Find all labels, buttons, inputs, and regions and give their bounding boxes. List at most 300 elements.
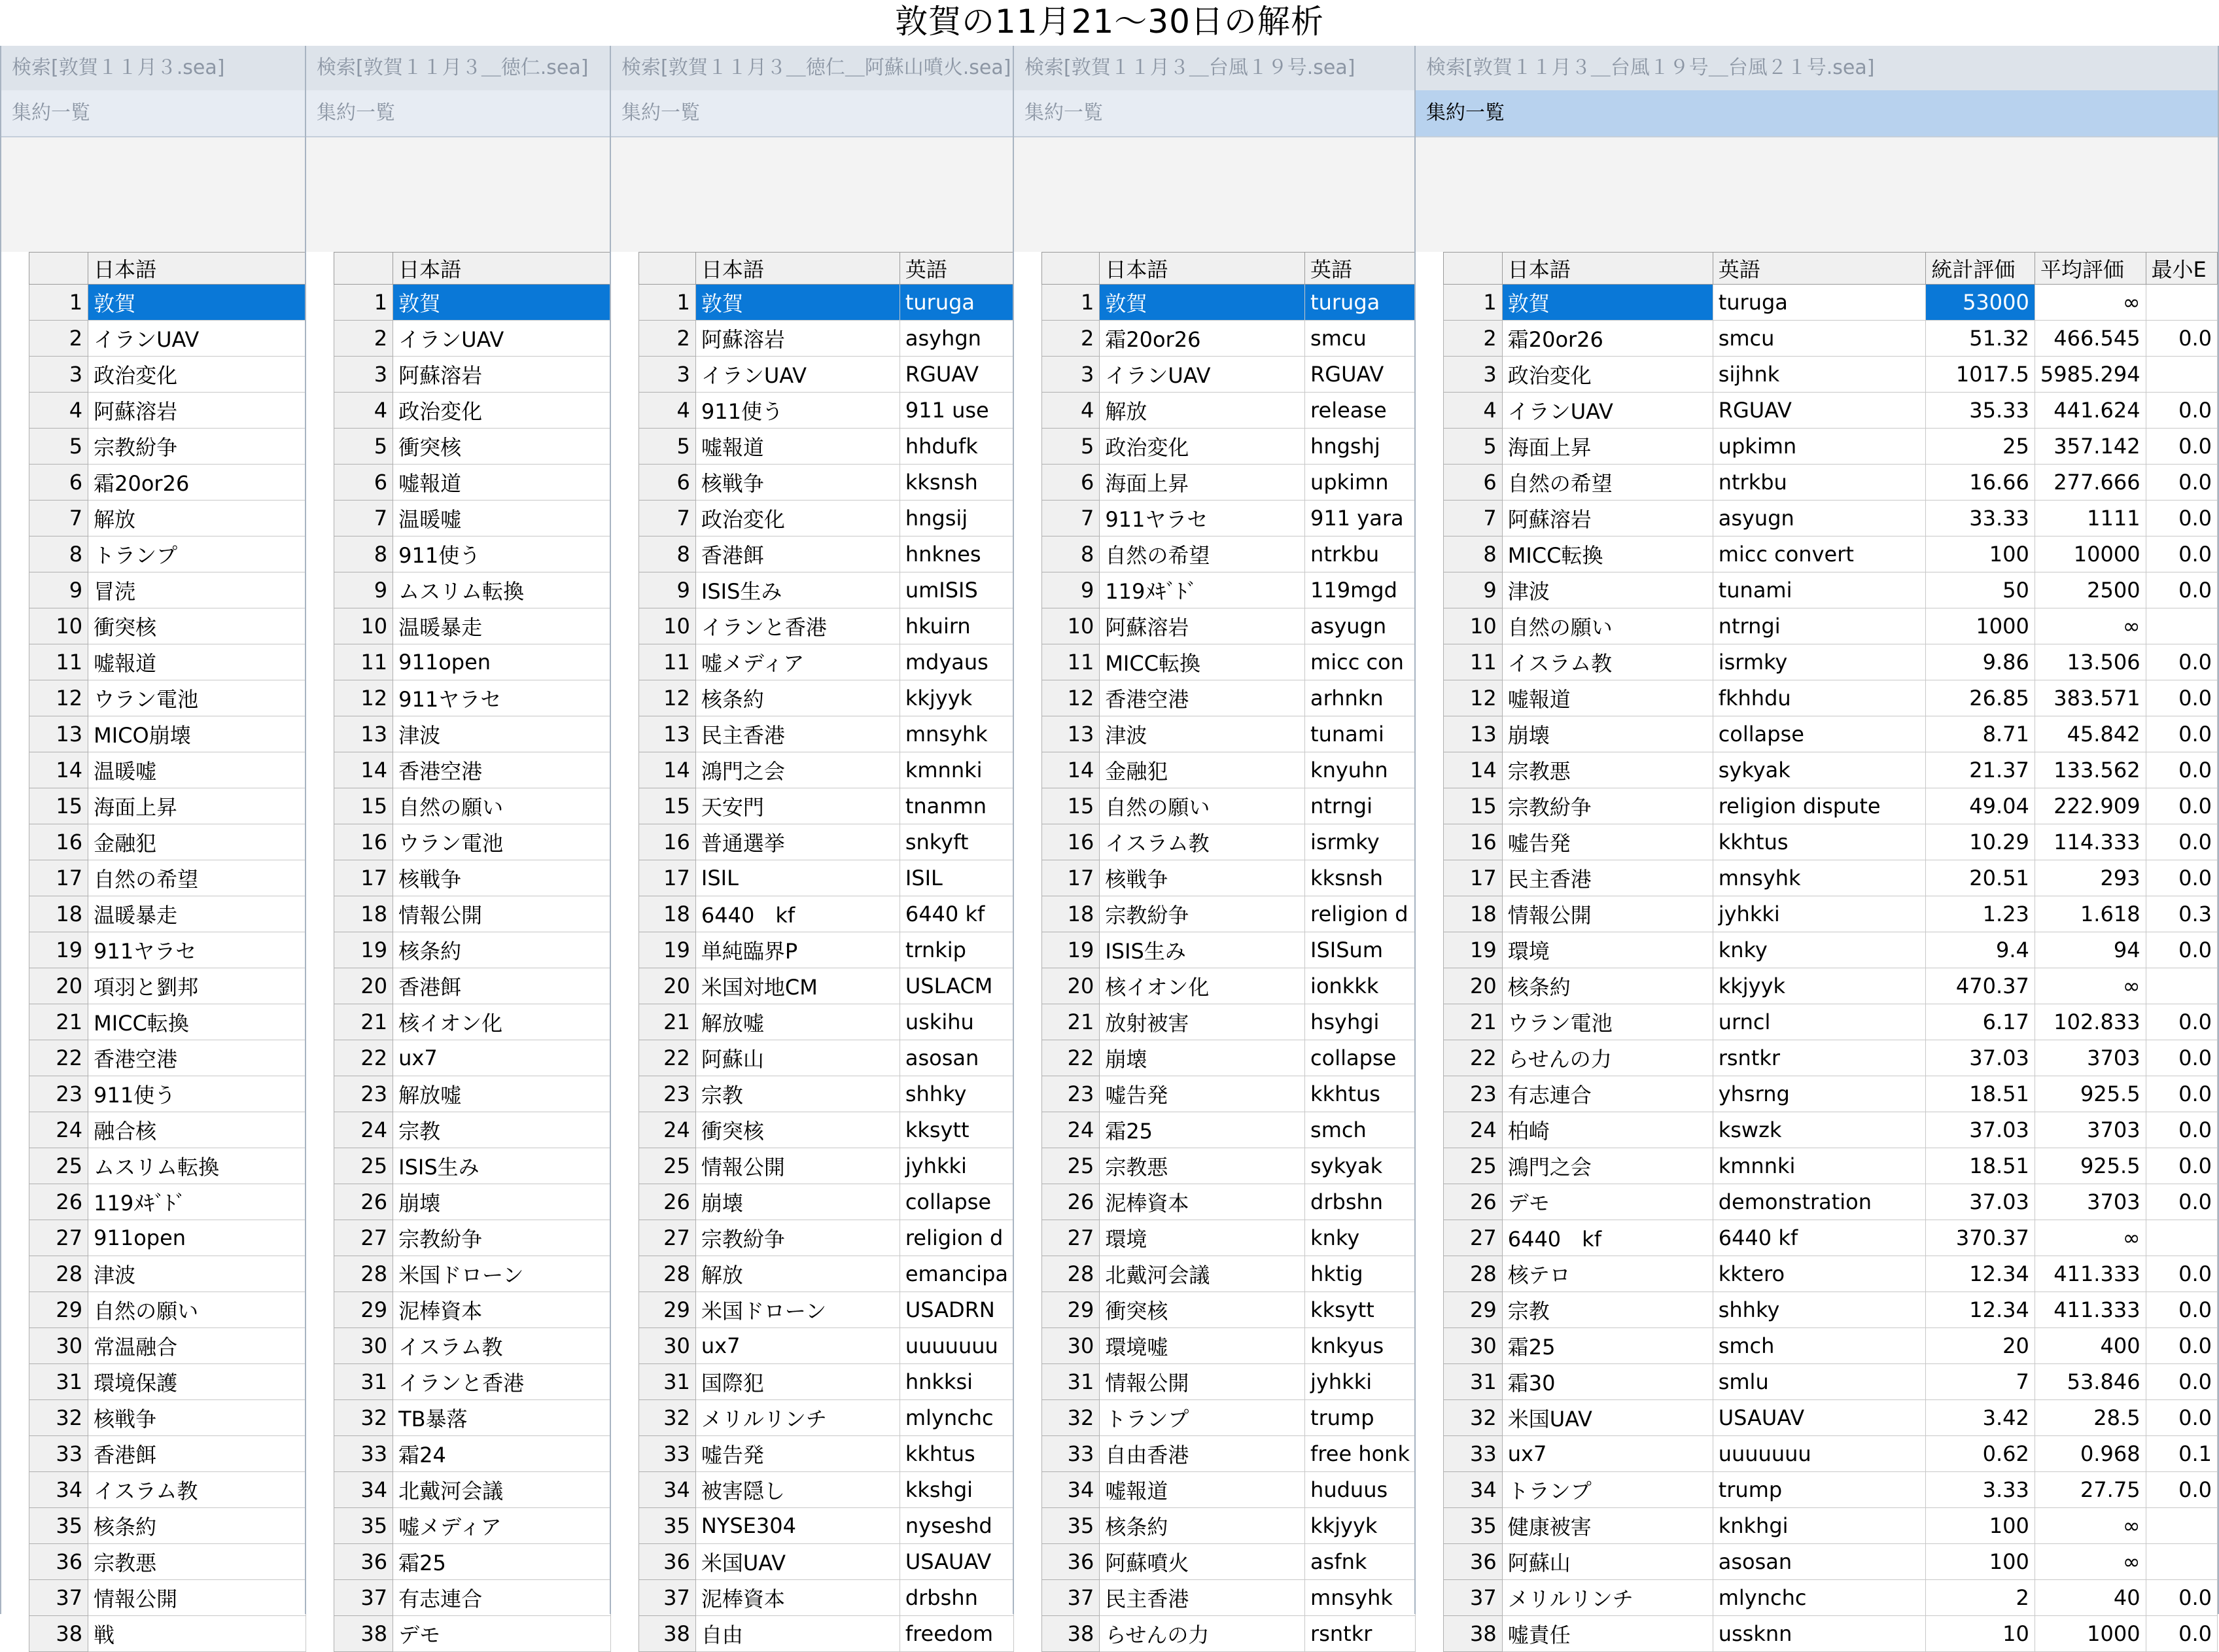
- cell-min[interactable]: 0.0: [2146, 1400, 2217, 1436]
- cell-ja[interactable]: 米国対地CM: [695, 968, 900, 1004]
- table-row[interactable]: [334, 465, 611, 501]
- cell-min[interactable]: 0.0: [2146, 572, 2217, 608]
- cell-stat[interactable]: 470.37: [1926, 968, 2035, 1004]
- cell-ja[interactable]: 香港空港: [88, 1040, 306, 1076]
- cell-ja[interactable]: 霜20or26: [1502, 321, 1713, 357]
- cell-avg[interactable]: 441.624: [2035, 393, 2146, 429]
- table-row[interactable]: [29, 1436, 306, 1472]
- table-row[interactable]: [639, 644, 1014, 680]
- row-number[interactable]: 36: [29, 1544, 88, 1580]
- cell-stat[interactable]: 3.33: [1926, 1472, 2035, 1508]
- cell-min[interactable]: 0.0: [2146, 1112, 2217, 1148]
- cell-stat[interactable]: 49.04: [1926, 788, 2035, 824]
- cell-en[interactable]: free honk: [1305, 1436, 1416, 1472]
- table-row[interactable]: [1444, 1544, 2218, 1580]
- cell-ja[interactable]: 宗教悪: [1502, 752, 1713, 788]
- table-row[interactable]: [1042, 1328, 1416, 1364]
- cell-avg[interactable]: 1111: [2035, 501, 2146, 536]
- table-row[interactable]: [29, 968, 306, 1004]
- cell-ja[interactable]: 霜20or26: [1100, 321, 1305, 357]
- cell-ja[interactable]: ウラン電池: [88, 680, 306, 716]
- table-row[interactable]: [29, 680, 306, 716]
- search-window-1[interactable]: [0, 46, 307, 1647]
- row-number[interactable]: 32: [334, 1400, 393, 1436]
- cell-ja[interactable]: イスラム教: [393, 1328, 611, 1364]
- row-number[interactable]: 25: [29, 1148, 88, 1184]
- table-row[interactable]: [639, 608, 1014, 644]
- row-number[interactable]: 4: [1042, 393, 1100, 429]
- cell-avg[interactable]: 466.545: [2035, 321, 2146, 357]
- row-number[interactable]: 10: [29, 608, 88, 644]
- table-row[interactable]: [1042, 1544, 1416, 1580]
- table-row[interactable]: [29, 1472, 306, 1508]
- table-row[interactable]: [1444, 1148, 2218, 1184]
- table-row[interactable]: [1042, 1040, 1416, 1076]
- row-number[interactable]: 23: [639, 1076, 696, 1112]
- window-title-bar[interactable]: 検索[敦賀１１月３＿徳仁＿阿蘇山噴火.sea]: [611, 46, 1014, 92]
- cell-en[interactable]: USLACM: [900, 968, 1013, 1004]
- table-row[interactable]: [639, 429, 1014, 465]
- table-row[interactable]: [1042, 285, 1416, 321]
- table-row[interactable]: [1444, 1184, 2218, 1220]
- table-row[interactable]: [334, 429, 611, 465]
- row-number[interactable]: 24: [639, 1112, 696, 1148]
- cell-ja[interactable]: 常温融合: [88, 1328, 306, 1364]
- cell-en[interactable]: USAUAV: [1713, 1400, 1926, 1436]
- cell-en[interactable]: turuga: [1713, 285, 1926, 321]
- row-number[interactable]: 2: [29, 321, 88, 357]
- cell-stat[interactable]: 18.51: [1926, 1148, 2035, 1184]
- table-row[interactable]: [1444, 968, 2218, 1004]
- row-number[interactable]: 37: [1042, 1580, 1100, 1616]
- results-grid[interactable]: [1443, 252, 2218, 1647]
- cell-min[interactable]: 0.0: [2146, 321, 2217, 357]
- table-row[interactable]: [639, 1364, 1014, 1400]
- table-row[interactable]: [1042, 608, 1416, 644]
- cell-stat[interactable]: 2: [1926, 1580, 2035, 1616]
- cell-en[interactable]: ussknn: [1713, 1616, 1926, 1652]
- cell-min[interactable]: 0.0: [2146, 860, 2217, 896]
- cell-ja[interactable]: 国際犯: [695, 1364, 900, 1400]
- cell-en[interactable]: collapse: [1713, 716, 1926, 752]
- table-row[interactable]: [1444, 1508, 2218, 1544]
- row-number[interactable]: 14: [334, 752, 393, 788]
- table-row[interactable]: [639, 393, 1014, 429]
- row-number[interactable]: 3: [334, 357, 393, 393]
- table-row[interactable]: [639, 1544, 1014, 1580]
- table-row[interactable]: [1042, 1292, 1416, 1328]
- cell-ja[interactable]: 核条約: [393, 932, 611, 968]
- cell-en[interactable]: 911 use: [900, 393, 1013, 429]
- cell-en[interactable]: RGUAV: [1305, 357, 1416, 393]
- row-number[interactable]: 3: [639, 357, 696, 393]
- row-number[interactable]: 23: [334, 1076, 393, 1112]
- cell-en[interactable]: hnkksi: [900, 1364, 1013, 1400]
- table-row[interactable]: [29, 1580, 306, 1616]
- column-header-ja[interactable]: 日本語: [1100, 253, 1305, 285]
- row-number[interactable]: 5: [29, 429, 88, 465]
- table-row[interactable]: [334, 1148, 611, 1184]
- cell-stat[interactable]: 0.62: [1926, 1436, 2035, 1472]
- cell-ja[interactable]: 嘘報道: [695, 429, 900, 465]
- cell-en[interactable]: knyuhn: [1305, 752, 1416, 788]
- cell-en[interactable]: hhdufk: [900, 429, 1013, 465]
- cell-avg[interactable]: ∞: [2035, 1508, 2146, 1544]
- cell-en[interactable]: kkhtus: [1305, 1076, 1416, 1112]
- table-row[interactable]: [334, 1544, 611, 1580]
- cell-ja[interactable]: 霜24: [393, 1436, 611, 1472]
- row-number[interactable]: 4: [639, 393, 696, 429]
- table-row[interactable]: [29, 716, 306, 752]
- table-row[interactable]: [29, 1364, 306, 1400]
- table-row[interactable]: [334, 1184, 611, 1220]
- table-row[interactable]: [334, 1364, 611, 1400]
- cell-stat[interactable]: 53000: [1926, 285, 2035, 321]
- table-row[interactable]: [639, 932, 1014, 968]
- cell-ja[interactable]: 阿蘇溶岩: [393, 357, 611, 393]
- cell-ja[interactable]: 911使う: [88, 1076, 306, 1112]
- cell-ja[interactable]: メリルリンチ: [1502, 1580, 1713, 1616]
- cell-ja[interactable]: 嘘メディア: [695, 644, 900, 680]
- row-number[interactable]: 18: [29, 896, 88, 932]
- row-number[interactable]: 16: [29, 824, 88, 860]
- cell-ja[interactable]: 嘘告発: [695, 1436, 900, 1472]
- row-number[interactable]: 23: [29, 1076, 88, 1112]
- cell-en[interactable]: yhsrng: [1713, 1076, 1926, 1112]
- table-row[interactable]: [1444, 608, 2218, 644]
- table-row[interactable]: [1444, 465, 2218, 501]
- table-row[interactable]: [1042, 824, 1416, 860]
- cell-en[interactable]: sykyak: [1305, 1148, 1416, 1184]
- row-number[interactable]: 28: [29, 1256, 88, 1292]
- cell-en[interactable]: mlynchc: [1713, 1580, 1926, 1616]
- row-number[interactable]: 32: [639, 1400, 696, 1436]
- table-row[interactable]: [29, 824, 306, 860]
- row-number[interactable]: 15: [1042, 788, 1100, 824]
- cell-stat[interactable]: 8.71: [1926, 716, 2035, 752]
- table-row[interactable]: [1042, 1076, 1416, 1112]
- row-number[interactable]: 13: [29, 716, 88, 752]
- row-number[interactable]: 22: [29, 1040, 88, 1076]
- row-number[interactable]: 19: [639, 932, 696, 968]
- cell-en[interactable]: asyugn: [1713, 501, 1926, 536]
- cell-en[interactable]: knky: [1713, 932, 1926, 968]
- row-number[interactable]: 24: [29, 1112, 88, 1148]
- table-row[interactable]: [334, 608, 611, 644]
- cell-ja[interactable]: 環境保護: [88, 1364, 306, 1400]
- cell-ja[interactable]: 核イオン化: [1100, 968, 1305, 1004]
- cell-en[interactable]: emancipa: [900, 1256, 1013, 1292]
- cell-min[interactable]: [2146, 285, 2217, 321]
- table-row[interactable]: [1042, 752, 1416, 788]
- cell-en[interactable]: ISIL: [900, 860, 1013, 896]
- cell-ja[interactable]: 情報公開: [393, 896, 611, 932]
- cell-ja[interactable]: 宗教紛争: [88, 429, 306, 465]
- cell-ja[interactable]: 環境: [1100, 1220, 1305, 1256]
- row-number[interactable]: 31: [334, 1364, 393, 1400]
- row-number[interactable]: 14: [639, 752, 696, 788]
- table-row[interactable]: [29, 536, 306, 572]
- cell-stat[interactable]: 9.86: [1926, 644, 2035, 680]
- column-header-ja[interactable]: 日本語: [88, 253, 306, 285]
- cell-min[interactable]: [2146, 1544, 2217, 1580]
- row-number[interactable]: 17: [1444, 860, 1503, 896]
- table-row[interactable]: [639, 285, 1014, 321]
- cell-ja[interactable]: トランプ: [1502, 1472, 1713, 1508]
- cell-ja[interactable]: 敦賀: [393, 285, 611, 321]
- cell-en[interactable]: kswzk: [1713, 1112, 1926, 1148]
- table-row[interactable]: [29, 357, 306, 393]
- cell-en[interactable]: demonstration: [1713, 1184, 1926, 1220]
- table-row[interactable]: [1444, 393, 2218, 429]
- row-number[interactable]: 8: [1444, 536, 1503, 572]
- cell-en[interactable]: knkhgi: [1713, 1508, 1926, 1544]
- cell-en[interactable]: kkhtus: [900, 1436, 1013, 1472]
- cell-en[interactable]: kktero: [1713, 1256, 1926, 1292]
- cell-en[interactable]: sijhnk: [1713, 357, 1926, 393]
- cell-ja[interactable]: 霜20or26: [88, 465, 306, 501]
- cell-en[interactable]: kkshgi: [900, 1472, 1013, 1508]
- cell-en[interactable]: RGUAV: [1713, 393, 1926, 429]
- row-number[interactable]: 30: [1444, 1328, 1503, 1364]
- row-number[interactable]: 7: [334, 501, 393, 536]
- cell-en[interactable]: 6440 kf: [1713, 1220, 1926, 1256]
- cell-stat[interactable]: 7: [1926, 1364, 2035, 1400]
- row-number[interactable]: 6: [29, 465, 88, 501]
- cell-min[interactable]: [2146, 608, 2217, 644]
- table-row[interactable]: [334, 896, 611, 932]
- cell-avg[interactable]: 53.846: [2035, 1364, 2146, 1400]
- cell-avg[interactable]: 1000: [2035, 1616, 2146, 1652]
- cell-avg[interactable]: 114.333: [2035, 824, 2146, 860]
- cell-stat[interactable]: 26.85: [1926, 680, 2035, 716]
- cell-en[interactable]: uuuuuuu: [1713, 1436, 1926, 1472]
- cell-ja[interactable]: イスラム教: [1502, 644, 1713, 680]
- table-row[interactable]: [334, 680, 611, 716]
- cell-en[interactable]: ntrkbu: [1305, 536, 1416, 572]
- row-number[interactable]: 17: [639, 860, 696, 896]
- cell-avg[interactable]: 28.5: [2035, 1400, 2146, 1436]
- cell-ja[interactable]: ISIS生み: [393, 1148, 611, 1184]
- cell-en[interactable]: hsyhgi: [1305, 1004, 1416, 1040]
- table-row[interactable]: [334, 932, 611, 968]
- table-row[interactable]: [1042, 932, 1416, 968]
- column-header-stat[interactable]: 統計評価: [1926, 253, 2035, 285]
- row-number[interactable]: 28: [1042, 1256, 1100, 1292]
- cell-en[interactable]: kkjyyk: [1305, 1508, 1416, 1544]
- row-number[interactable]: 12: [334, 680, 393, 716]
- cell-min[interactable]: 0.0: [2146, 1004, 2217, 1040]
- row-number[interactable]: 29: [1444, 1292, 1503, 1328]
- row-number[interactable]: 35: [639, 1508, 696, 1544]
- row-number[interactable]: 6: [1444, 465, 1503, 501]
- row-number[interactable]: 21: [639, 1004, 696, 1040]
- results-table[interactable]: [334, 252, 611, 1652]
- cell-avg[interactable]: 0.968: [2035, 1436, 2146, 1472]
- cell-en[interactable]: ntrngi: [1305, 788, 1416, 824]
- row-number[interactable]: 34: [639, 1472, 696, 1508]
- row-number[interactable]: 31: [1042, 1364, 1100, 1400]
- cell-ja[interactable]: 温暖嘘: [88, 752, 306, 788]
- cell-ja[interactable]: 海面上昇: [1100, 465, 1305, 501]
- column-header-avg[interactable]: 平均評価: [2035, 253, 2146, 285]
- cell-ja[interactable]: 嘘告発: [1502, 824, 1713, 860]
- cell-ja[interactable]: イランUAV: [88, 321, 306, 357]
- table-row[interactable]: [29, 1328, 306, 1364]
- cell-en[interactable]: tnanmn: [900, 788, 1013, 824]
- row-number[interactable]: 18: [334, 896, 393, 932]
- results-grid[interactable]: [29, 252, 306, 1647]
- cell-en[interactable]: ntrngi: [1713, 608, 1926, 644]
- row-number[interactable]: 4: [29, 393, 88, 429]
- table-row[interactable]: [29, 1508, 306, 1544]
- row-number[interactable]: 5: [334, 429, 393, 465]
- table-row[interactable]: [639, 1004, 1014, 1040]
- cell-ja[interactable]: 香港餌: [88, 1436, 306, 1472]
- cell-ja[interactable]: NYSE304: [695, 1508, 900, 1544]
- row-number[interactable]: 1: [334, 285, 393, 321]
- row-number[interactable]: 13: [1042, 716, 1100, 752]
- row-number[interactable]: 33: [29, 1436, 88, 1472]
- row-number[interactable]: 6: [639, 465, 696, 501]
- row-number[interactable]: 12: [29, 680, 88, 716]
- row-number[interactable]: 2: [334, 321, 393, 357]
- cell-en[interactable]: mnsyhk: [1305, 1580, 1416, 1616]
- window-title-bar[interactable]: 検索[敦賀１１月３＿台風１９号.sea]: [1014, 46, 1416, 92]
- tab-aggregate-list[interactable]: 集約一覧: [306, 90, 611, 137]
- table-row[interactable]: [29, 1184, 306, 1220]
- row-number[interactable]: 13: [639, 716, 696, 752]
- window-title-bar[interactable]: 検索[敦賀１１月３＿台風１９号＿台風２１号.sea]: [1416, 46, 2218, 92]
- cell-min[interactable]: 0.0: [2146, 788, 2217, 824]
- cell-en[interactable]: hnknes: [900, 536, 1013, 572]
- row-number[interactable]: 6: [334, 465, 393, 501]
- table-row[interactable]: [334, 1256, 611, 1292]
- cell-en[interactable]: kkjyyk: [900, 680, 1013, 716]
- row-number[interactable]: 25: [1042, 1148, 1100, 1184]
- cell-en[interactable]: knky: [1305, 1220, 1416, 1256]
- row-number[interactable]: 7: [639, 501, 696, 536]
- table-row[interactable]: [334, 536, 611, 572]
- row-number[interactable]: 19: [334, 932, 393, 968]
- table-row[interactable]: [1042, 716, 1416, 752]
- row-number[interactable]: 1: [1444, 285, 1503, 321]
- cell-ja[interactable]: 衝突核: [88, 608, 306, 644]
- row-number[interactable]: 26: [334, 1184, 393, 1220]
- cell-en[interactable]: isrmky: [1305, 824, 1416, 860]
- cell-en[interactable]: shhky: [900, 1076, 1013, 1112]
- table-row[interactable]: [1042, 1364, 1416, 1400]
- table-row[interactable]: [1444, 1328, 2218, 1364]
- cell-en[interactable]: sykyak: [1713, 752, 1926, 788]
- row-number[interactable]: 34: [1444, 1472, 1503, 1508]
- row-number[interactable]: 18: [1042, 896, 1100, 932]
- cell-en[interactable]: kksnsh: [900, 465, 1013, 501]
- cell-ja[interactable]: 海面上昇: [88, 788, 306, 824]
- table-row[interactable]: [1042, 429, 1416, 465]
- table-row[interactable]: [639, 1580, 1014, 1616]
- cell-ja[interactable]: 泥棒資本: [393, 1292, 611, 1328]
- row-number[interactable]: 36: [639, 1544, 696, 1580]
- cell-ja[interactable]: 香港餌: [695, 536, 900, 572]
- row-number[interactable]: 26: [29, 1184, 88, 1220]
- cell-ja[interactable]: 宗教: [1502, 1292, 1713, 1328]
- cell-en[interactable]: trump: [1305, 1400, 1416, 1436]
- table-row[interactable]: [1042, 1508, 1416, 1544]
- cell-avg[interactable]: 27.75: [2035, 1472, 2146, 1508]
- cell-ja[interactable]: ux7: [393, 1040, 611, 1076]
- cell-ja[interactable]: 情報公開: [695, 1148, 900, 1184]
- cell-avg[interactable]: 400: [2035, 1328, 2146, 1364]
- row-number[interactable]: 27: [1042, 1220, 1100, 1256]
- cell-avg[interactable]: 3703: [2035, 1040, 2146, 1076]
- row-number[interactable]: 20: [29, 968, 88, 1004]
- cell-stat[interactable]: 9.4: [1926, 932, 2035, 968]
- cell-ja[interactable]: デモ: [1502, 1184, 1713, 1220]
- row-number[interactable]: 30: [29, 1328, 88, 1364]
- tab-aggregate-list[interactable]: 集約一覧: [1014, 90, 1416, 137]
- cell-avg[interactable]: 3703: [2035, 1184, 2146, 1220]
- cell-ja[interactable]: 解放: [1100, 393, 1305, 429]
- cell-min[interactable]: 0.3: [2146, 896, 2217, 932]
- cell-ja[interactable]: 崩壊: [1502, 716, 1713, 752]
- table-row[interactable]: [29, 608, 306, 644]
- table-row[interactable]: [29, 465, 306, 501]
- cell-ja[interactable]: 核戦争: [1100, 860, 1305, 896]
- row-number[interactable]: 19: [29, 932, 88, 968]
- cell-en[interactable]: trump: [1713, 1472, 1926, 1508]
- row-number[interactable]: 12: [1042, 680, 1100, 716]
- cell-stat[interactable]: 16.66: [1926, 465, 2035, 501]
- cell-ja[interactable]: トランプ: [1100, 1400, 1305, 1436]
- cell-en[interactable]: asyugn: [1305, 608, 1416, 644]
- cell-stat[interactable]: 12.34: [1926, 1292, 2035, 1328]
- table-row[interactable]: [1444, 1580, 2218, 1616]
- row-number[interactable]: 20: [334, 968, 393, 1004]
- row-number[interactable]: 27: [334, 1220, 393, 1256]
- row-number[interactable]: 25: [1444, 1148, 1503, 1184]
- table-row[interactable]: [29, 321, 306, 357]
- cell-ja[interactable]: 政治変化: [695, 501, 900, 536]
- row-number[interactable]: 32: [1444, 1400, 1503, 1436]
- table-row[interactable]: [29, 429, 306, 465]
- row-number[interactable]: 16: [334, 824, 393, 860]
- cell-ja[interactable]: 自然の願い: [1100, 788, 1305, 824]
- row-number[interactable]: 7: [1444, 501, 1503, 536]
- table-row[interactable]: [639, 752, 1014, 788]
- row-number[interactable]: 22: [1444, 1040, 1503, 1076]
- table-row[interactable]: [1444, 1256, 2218, 1292]
- table-row[interactable]: [1444, 896, 2218, 932]
- row-number[interactable]: 35: [1444, 1508, 1503, 1544]
- row-number[interactable]: 10: [1042, 608, 1100, 644]
- results-grid[interactable]: [1041, 252, 1416, 1647]
- cell-min[interactable]: 0.0: [2146, 1616, 2217, 1652]
- table-row[interactable]: [1444, 1292, 2218, 1328]
- row-number[interactable]: 22: [639, 1040, 696, 1076]
- row-number[interactable]: 9: [334, 572, 393, 608]
- cell-ja[interactable]: 自然の希望: [88, 860, 306, 896]
- cell-en[interactable]: turuga: [1305, 285, 1416, 321]
- row-number[interactable]: 15: [334, 788, 393, 824]
- cell-min[interactable]: 0.0: [2146, 716, 2217, 752]
- cell-ja[interactable]: 6440 kf: [695, 896, 900, 932]
- column-header-min[interactable]: 最小E: [2146, 253, 2217, 285]
- cell-ja[interactable]: 民主香港: [1502, 860, 1713, 896]
- cell-en[interactable]: knkyus: [1305, 1328, 1416, 1364]
- column-header-en[interactable]: 英語: [900, 253, 1013, 285]
- row-number[interactable]: 35: [1042, 1508, 1100, 1544]
